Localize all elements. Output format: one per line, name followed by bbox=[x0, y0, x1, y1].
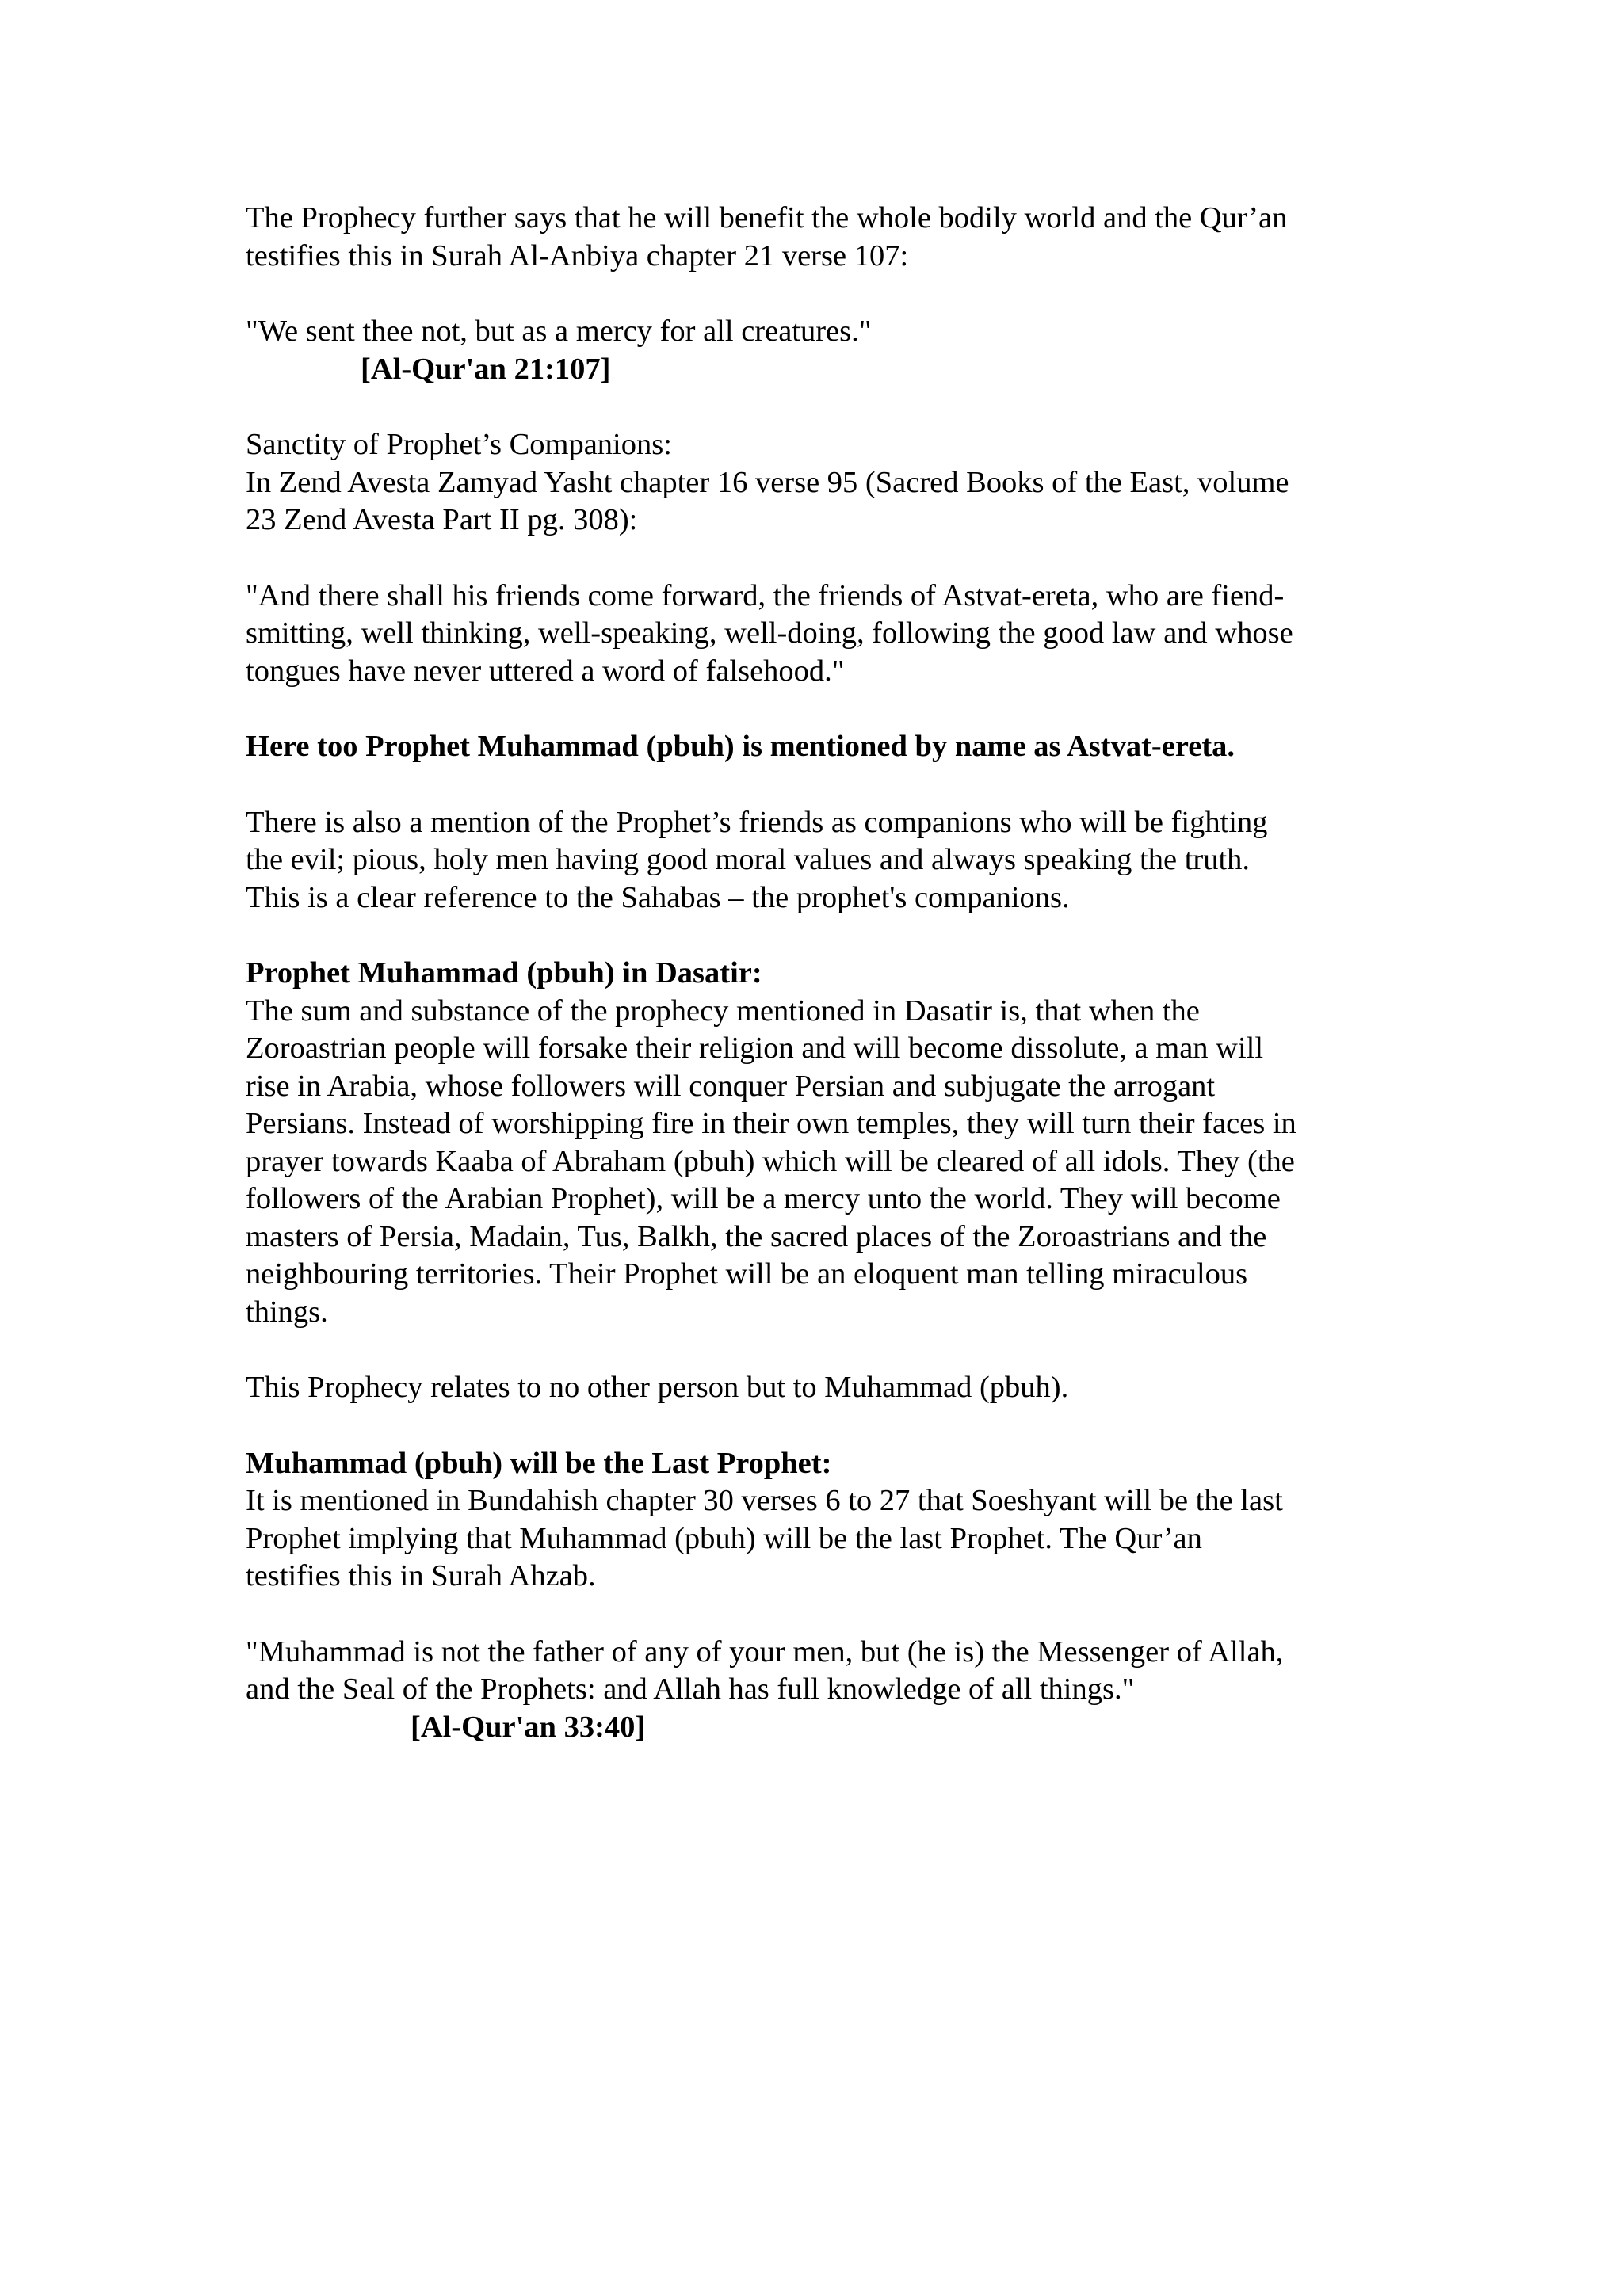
text-line: This is a clear reference to the Sahabas – the prophet's companions. bbox=[246, 880, 1070, 914]
quote-line: tongues have never uttered a word of falsehood." bbox=[246, 654, 845, 688]
text-line: testifies this in Surah Ahzab. bbox=[246, 1559, 596, 1592]
text-line: prayer towards Kaaba of Abraham (pbuh) which will be cleared of all idols. They (the bbox=[246, 1144, 1295, 1178]
last-prophet-section bbox=[246, 1445, 1395, 1596]
text-line: There is also a mention of the Prophet’s friends as companions who will be fighting bbox=[246, 805, 1268, 839]
text-line: In Zend Avesta Zamyad Yasht chapter 16 verse 95 (Sacred Books of the East, volume bbox=[246, 465, 1289, 499]
quote-line: and the Seal of the Prophets: and Allah has full knowledge of all things." bbox=[246, 1672, 1135, 1706]
last-prophet-heading: Muhammad (pbuh) will be the Last Prophet: bbox=[246, 1446, 832, 1480]
zend-avesta-quote bbox=[246, 578, 1395, 691]
text-line: neighbouring territories. Their Prophet will be an eloquent man telling miraculous bbox=[246, 1257, 1248, 1291]
text-line: Persians. Instead of worshipping fire in their own temples, they will turn their faces in bbox=[246, 1107, 1296, 1140]
text-line: the evil; pious, holy men having good moral values and always speaking the truth. bbox=[246, 843, 1251, 876]
text-line: rise in Arabia, whose followers will conquer Persian and subjugate the arrogant bbox=[246, 1069, 1216, 1103]
citation-21-107: [Al-Qur'an 21:107] bbox=[361, 352, 611, 386]
quote-line: "Muhammad is not the father of any of your men, but (he is) the Messenger of Allah, bbox=[246, 1634, 1284, 1669]
quote-line: smitting, well thinking, well-speaking, well-doing, following the good law and whose bbox=[246, 616, 1293, 650]
text-line: This Prophecy relates to no other person but to Muhammad (pbuh). bbox=[246, 1371, 1069, 1404]
text-line: masters of Persia, Madain, Tus, Balkh, the sacred places of the Zoroastrians and the bbox=[246, 1219, 1267, 1253]
companions-paragraph bbox=[246, 804, 1395, 917]
sanctity-heading: Sanctity of Prophet’s Companions: bbox=[246, 428, 672, 461]
text-line: Zoroastrian people will forsake their religion and will become dissolute, a man will bbox=[246, 1032, 1264, 1065]
intro-paragraph bbox=[246, 200, 1395, 275]
text-line: testifies this in Surah Al-Anbiya chapter 21 verse 107: bbox=[246, 238, 909, 273]
bold-statement-text: Here too Prophet Muhammad (pbuh) is mentioned by name as Astvat-ereta. bbox=[246, 730, 1235, 763]
bold-statement bbox=[246, 728, 1395, 766]
quran-quote-33-40 bbox=[246, 1634, 1395, 1747]
text-line: It is mentioned in Bundahish chapter 30 verses 6 to 27 that Soeshyant will be the last bbox=[246, 1484, 1283, 1517]
relates-paragraph bbox=[246, 1369, 1395, 1407]
text-line: Prophet implying that Muhammad (pbuh) will be the last Prophet. The Qur’an bbox=[246, 1521, 1202, 1555]
quote-line: "We sent thee not, but as a mercy for all creatures." bbox=[246, 315, 872, 348]
dasatir-section bbox=[246, 955, 1395, 1331]
citation-33-40: [Al-Qur'an 33:40] bbox=[411, 1710, 646, 1744]
text-line: things. bbox=[246, 1295, 328, 1329]
text-line: The sum and substance of the prophecy mentioned in Dasatir is, that when the bbox=[246, 994, 1200, 1028]
text-line: 23 Zend Avesta Part II pg. 308): bbox=[246, 503, 638, 536]
document-body bbox=[246, 200, 1395, 1746]
sanctity-section bbox=[246, 426, 1395, 540]
quran-quote-21-107 bbox=[246, 313, 1395, 388]
text-line: followers of the Arabian Prophet), will be a mercy unto the world. They will become bbox=[246, 1182, 1281, 1215]
text-line: The Prophecy further says that he will benefit the whole bodily world and the Qur’an bbox=[246, 201, 1288, 235]
dasatir-heading: Prophet Muhammad (pbuh) in Dasatir: bbox=[246, 956, 762, 990]
quote-line: "And there shall his friends come forward, the friends of Astvat-ereta, who are fiend- bbox=[246, 578, 1285, 612]
